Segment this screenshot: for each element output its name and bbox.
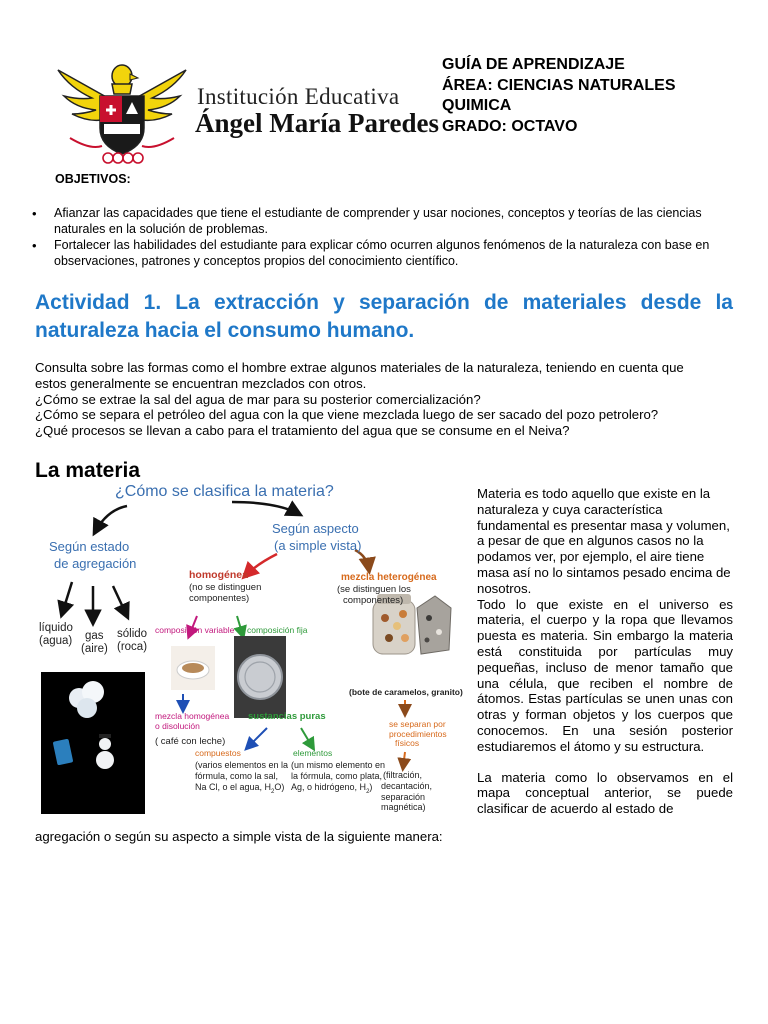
map-sustancias-puras: sustancias puras xyxy=(248,711,326,722)
map-comp-fija: composición fija xyxy=(247,625,308,635)
guide-subject: QUIMICA xyxy=(442,97,512,114)
materia-paragraph-2: Todo lo que existe en el universo es materia, el cuerpo y la ropa que llevamos puesta es materia. Sin embargo la materia está constituida por partículas muy pequeñas, incluso de menor tamaño que una célula, que reciben el nombre de átomos. Estas partículas se unen unas con otras y forman objetos y los cuerpos que conocemos. En una sesión posterior estudiaremos el átomo y su estructura. xyxy=(477,596,733,754)
activity-question: ¿Cómo se extrae la sal del agua de mar para su posterior comercialización? xyxy=(35,391,481,407)
guide-header-block xyxy=(442,55,675,137)
materia-paragraph-3: La materia como lo observamos en el mapa conceptual anterior, se puede clasificar de acuerdo al estado de xyxy=(477,769,733,817)
map-liquido: líquido (agua) xyxy=(39,622,73,647)
objectives-title: OBJETIVOS: xyxy=(55,172,131,186)
materia-heading: La materia xyxy=(35,459,141,482)
map-bote: (bote de caramelos, granito) xyxy=(349,687,463,697)
map-elementos-desc: (un mismo elemento en la fórmula, como plata, Ag, o hidrógeno, $H_2$) xyxy=(291,760,386,795)
map-estado-2: de agregación xyxy=(54,556,137,571)
objective-item: • Fortalecer las habilidades del estudiante para explicar cómo ocurren algunos fenómenos de la naturaleza con base en observaciones, patrones y conceptos propios del conocimiento científico. xyxy=(30,238,720,269)
objectives-list xyxy=(30,206,720,270)
map-solido: sólido (roca) xyxy=(117,628,148,653)
map-cafe: ( café con leche) xyxy=(155,736,226,747)
guide-title: GUÍA DE APRENDIZAJE xyxy=(442,56,625,73)
activity-line: Consulta sobre las formas como el hombre extrae algunos materiales de la naturaleza, teniendo en cuenta que xyxy=(35,360,684,375)
materia-side-text xyxy=(477,486,733,817)
map-elementos: elementos xyxy=(293,748,333,758)
activity-line: estos generalmente se encuentran mezclados con otros. xyxy=(35,375,367,391)
map-filtracion: (filtración, decantación, separación magnética) xyxy=(381,770,433,813)
objective-item: • Afianzar las capacidades que tiene el estudiante de comprender y usar nociones, conceptos y teorías de las ciencias naturales en la solución de problemas. xyxy=(30,206,720,237)
map-gas: gas (aire) xyxy=(81,630,108,655)
activity-body xyxy=(35,360,735,439)
materia-paragraph-1: Materia es todo aquello que existe en la naturaleza y cuya característica fundamental es presentar masa y volumen, a pesar de que en algunos casos no la podamos ver, por ejemplo, el aire tiene masa así no lo sintamos pesado encima de nosotros. xyxy=(477,486,731,596)
institution-name-line1: Institución Educativa xyxy=(197,84,400,109)
map-compuestos: compuestos xyxy=(195,748,241,758)
concept-map-figure xyxy=(37,483,469,818)
activity-title: Actividad 1. La extracción y separación de materiales desde la naturaleza hacia el consumo humano. xyxy=(35,291,733,342)
map-compuestos-desc: (varios elementos en la fórmula, como la sal, Na Cl, o el agua, $H_2O$) xyxy=(195,760,289,795)
activity-question: ¿Cómo se separa el petróleo del agua con la que viene mezclada luego de ser sacado del pozo petrolero? xyxy=(35,407,659,423)
map-estado-1: Según estado xyxy=(49,539,130,554)
map-heterogenea: mezcla heterogénea xyxy=(341,572,437,583)
activity-question: ¿Qué procesos se llevan a cabo para el tratamiento del agua que se consume en el Neiva? xyxy=(35,423,570,439)
map-heterogenea-desc: (se distinguen los componentes) xyxy=(337,584,411,606)
map-homogenea: homogénea xyxy=(189,569,248,581)
map-aspecto-1: Según aspecto xyxy=(272,521,359,536)
map-mezcla-homogenea: mezcla homogénea o disolución xyxy=(155,711,230,731)
school-crest-logo xyxy=(50,58,194,166)
institution-name-line2: Ángel María Paredes xyxy=(195,108,439,138)
map-aspecto-2: (a simple vista) xyxy=(274,538,362,553)
map-title: ¿Cómo se clasifica la materia? xyxy=(115,483,334,500)
map-comp-variable: composición variable xyxy=(155,625,235,635)
materia-bottom-line: agregación o según su aspecto a simple vista de la siguiente manera: xyxy=(35,829,443,844)
map-homogenea-desc: (no se distinguen componentes) xyxy=(189,582,262,604)
map-separan: se separan por procedimientos físicos xyxy=(389,719,447,749)
guide-area: ÁREA: CIENCIAS NATURALES xyxy=(442,76,676,94)
guide-grade: GRADO: OCTAVO xyxy=(442,117,578,135)
